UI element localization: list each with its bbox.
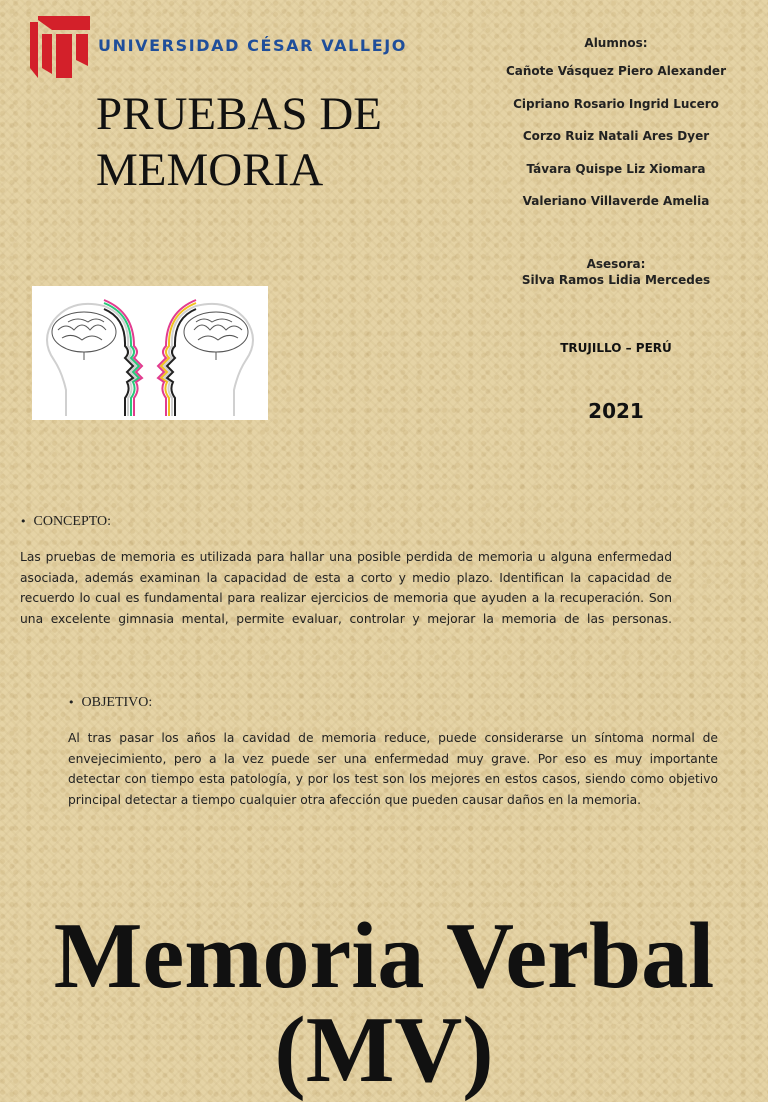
ucv-logo-mark-icon [30,16,90,78]
advisor-name: Silva Ramos Lidia Mercedes [521,273,711,287]
concept-paragraph: Las pruebas de memoria es utilizada para hallar una posible perdida de memoria u alguna enfermedad asociada, además examinan la capacidad de esta a corto y medio plazo. Identifican la capacidad de recuerdo lo cual es fundamental para realizar ejercicios de memoria que ayuden a la recuperación. Son una excelente gimnasia mental, permite evaluar, controlar y mejorar la memoria de las personas. [20,550,672,626]
title-line-2: MEMORIA [96,144,324,196]
advisor-block [480,256,752,288]
objective-heading-text: OBJETIVO: [81,695,153,710]
student-name: Corzo Ruiz Natali Ares Dyer [522,129,710,143]
student-name: Cipriano Rosario Ingrid Lucero [513,96,719,111]
brain-heads-image [32,286,268,420]
students-heading: Alumnos: [584,36,648,50]
logo-text: UNIVERSIDAD CÉSAR VALLEJO [98,36,407,55]
concept-heading-text: CONCEPTO: [33,514,112,529]
section-title: Memoria Verbal [53,904,715,1008]
year-label: 2021 [588,399,644,423]
section-subtitle: (MV) [274,998,494,1102]
bullet-icon: • [68,696,75,709]
concept-heading [20,514,111,530]
student-name: Távara Quispe Liz Xiomara [526,161,706,176]
student-name: Valeriano Villaverde Amelia [522,194,710,208]
university-logo [30,16,407,80]
title-line-1: PRUEBAS DE [96,88,382,140]
advisor-heading: Asesora: [586,257,646,271]
objective-paragraph: Al tras pasar los años la cavidad de memoria reduce, puede considerarse un síntoma normal de envejecimiento, pero a la vez puede ser una enfermedad muy grave. Por eso es muy importante detectar con tiempo esta patología, y por los test son los mejores en estos casos, siendo como objetivo principal detectar a tiempo cualquier otra afección que pueden causar daños en la memoria. [68,731,718,807]
place-label: TRUJILLO – PERÚ [560,341,672,355]
student-name: Cañote Vásquez Piero Alexander [505,64,726,78]
page-title [96,86,476,198]
students-block [480,36,752,227]
facing-heads-brain-icon [32,286,268,420]
objective-heading [68,695,152,711]
bullet-icon: • [20,515,27,528]
